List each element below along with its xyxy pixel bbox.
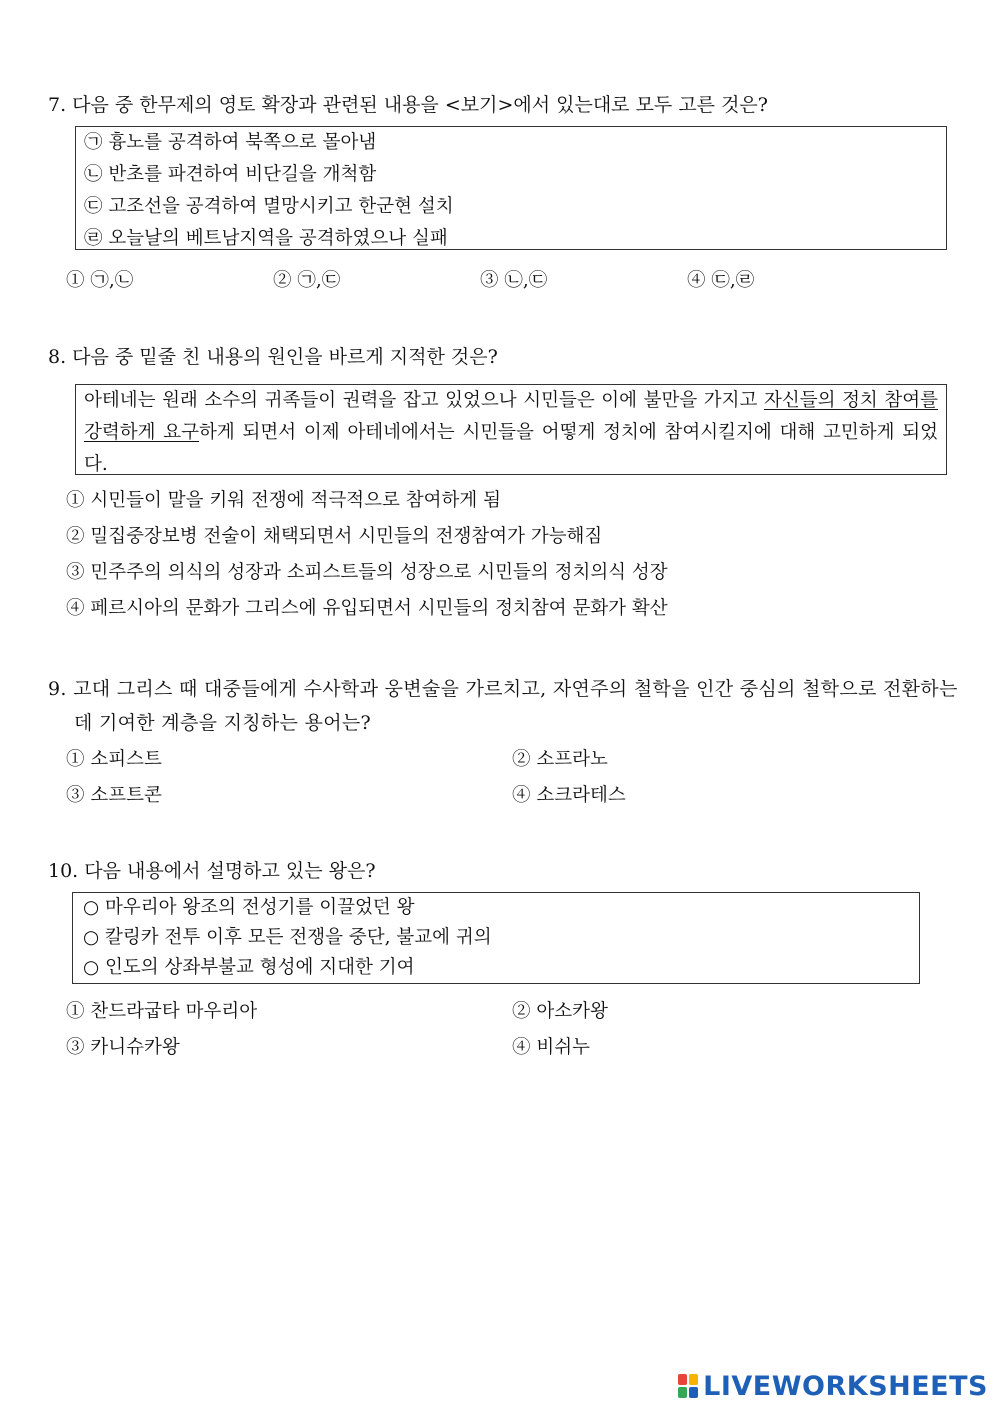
answer-option[interactable]: ③ 소프트콘 bbox=[66, 785, 162, 806]
example-item: ㉠ 흉노를 공격하여 북쪽으로 몰아냄 bbox=[84, 132, 377, 153]
question-7-title: 7. 다음 중 한무제의 영토 확장과 관련된 내용을 <보기>에서 있는대로 모두 고른 것은? bbox=[48, 94, 768, 116]
answer-option[interactable]: ② 아소카왕 bbox=[512, 1001, 608, 1022]
passage-text-end: 하게 되면서 이제 아테네에서는 시민들을 어떻게 정치에 참여시킬지에 대해 고민하게 되었다. bbox=[84, 422, 939, 475]
question-8-options bbox=[48, 483, 960, 627]
underlined-phrase: 자신들의 정치 참여를 강력하게 요구 bbox=[84, 390, 938, 443]
info-item: ○ 마우리아 왕조의 전성기를 이끌었던 왕 bbox=[83, 897, 415, 918]
answer-option[interactable]: ① ㉠,㉡ bbox=[66, 270, 134, 291]
answer-option[interactable]: ④ ㉢,㉣ bbox=[687, 270, 755, 291]
question-9-title: 9. 고대 그리스 때 대중들에게 수사학과 웅변술을 가르치고, 자연주의 철학을 인간 중심의 철학으로 전환하는데 기여한 계층을 지칭하는 용어는? bbox=[48, 678, 958, 734]
passage-text-start: 아테네는 원래 소수의 귀족들이 권력을 잡고 있었으나 시민들은 이에 불만을 가지고 bbox=[84, 390, 764, 411]
question-8-title: 8. 다음 중 밑줄 친 내용의 원인을 바르게 지적한 것은? bbox=[48, 346, 498, 368]
answer-option[interactable]: ① 소피스트 bbox=[66, 749, 162, 770]
question-7 bbox=[48, 88, 960, 296]
logo-text: LIVEWORKSHEETS bbox=[703, 1370, 988, 1402]
logo-badge-cell bbox=[678, 1387, 687, 1398]
example-item: ㉡ 반초를 파견하여 비단길을 개척함 bbox=[84, 164, 377, 185]
answer-option[interactable]: ② 밀집중장보병 전술이 채택되면서 시민들의 전쟁참여가 가능해짐 bbox=[66, 526, 603, 547]
question-9 bbox=[48, 672, 964, 814]
answer-option[interactable]: ② ㉠,㉢ bbox=[273, 270, 341, 291]
question-10-title: 10. 다음 내용에서 설명하고 있는 왕은? bbox=[48, 860, 376, 882]
example-item: ㉣ 오늘날의 베트남지역을 공격하였으나 실패 bbox=[84, 228, 448, 249]
answer-option[interactable]: ① 시민들이 말을 키워 전쟁에 적극적으로 참여하게 됨 bbox=[66, 490, 501, 511]
answer-option[interactable]: ① 찬드라굽타 마우리아 bbox=[66, 1001, 258, 1022]
logo-badge-icon bbox=[678, 1374, 698, 1398]
answer-option[interactable]: ④ 페르시아의 문화가 그리스에 유입되면서 시민들의 정치참여 문화가 확산 bbox=[66, 598, 668, 619]
info-item: ○ 칼링카 전투 이후 모든 전쟁을 중단, 불교에 귀의 bbox=[83, 927, 492, 948]
example-item: ㉢ 고조선을 공격하여 멸망시키고 한군현 설치 bbox=[84, 196, 454, 217]
question-7-example-box bbox=[75, 126, 947, 250]
logo-badge-cell bbox=[689, 1387, 698, 1398]
answer-option[interactable]: ④ 소크라테스 bbox=[512, 785, 626, 806]
liveworksheets-logo bbox=[678, 1369, 988, 1403]
answer-option[interactable]: ③ ㉡,㉢ bbox=[480, 270, 548, 291]
question-9-options bbox=[48, 742, 964, 814]
answer-option[interactable]: ② 소프라노 bbox=[512, 749, 608, 770]
answer-option[interactable]: ③ 민주주의 의식의 성장과 소피스트들의 성장으로 시민들의 정치의식 성장 bbox=[66, 562, 668, 583]
passage-text bbox=[84, 385, 938, 481]
question-7-options bbox=[48, 266, 960, 296]
question-8-passage-box bbox=[75, 384, 947, 475]
question-8 bbox=[48, 340, 960, 627]
question-10 bbox=[48, 854, 960, 1066]
logo-badge-cell bbox=[689, 1374, 698, 1385]
question-10-info-box bbox=[72, 892, 920, 984]
answer-option[interactable]: ④ 비쉬누 bbox=[512, 1037, 590, 1058]
answer-option[interactable]: ③ 카니슈카왕 bbox=[66, 1037, 180, 1058]
logo-badge-cell bbox=[678, 1374, 687, 1385]
info-item: ○ 인도의 상좌부불교 형성에 지대한 기여 bbox=[83, 957, 415, 978]
question-10-options bbox=[48, 994, 960, 1066]
